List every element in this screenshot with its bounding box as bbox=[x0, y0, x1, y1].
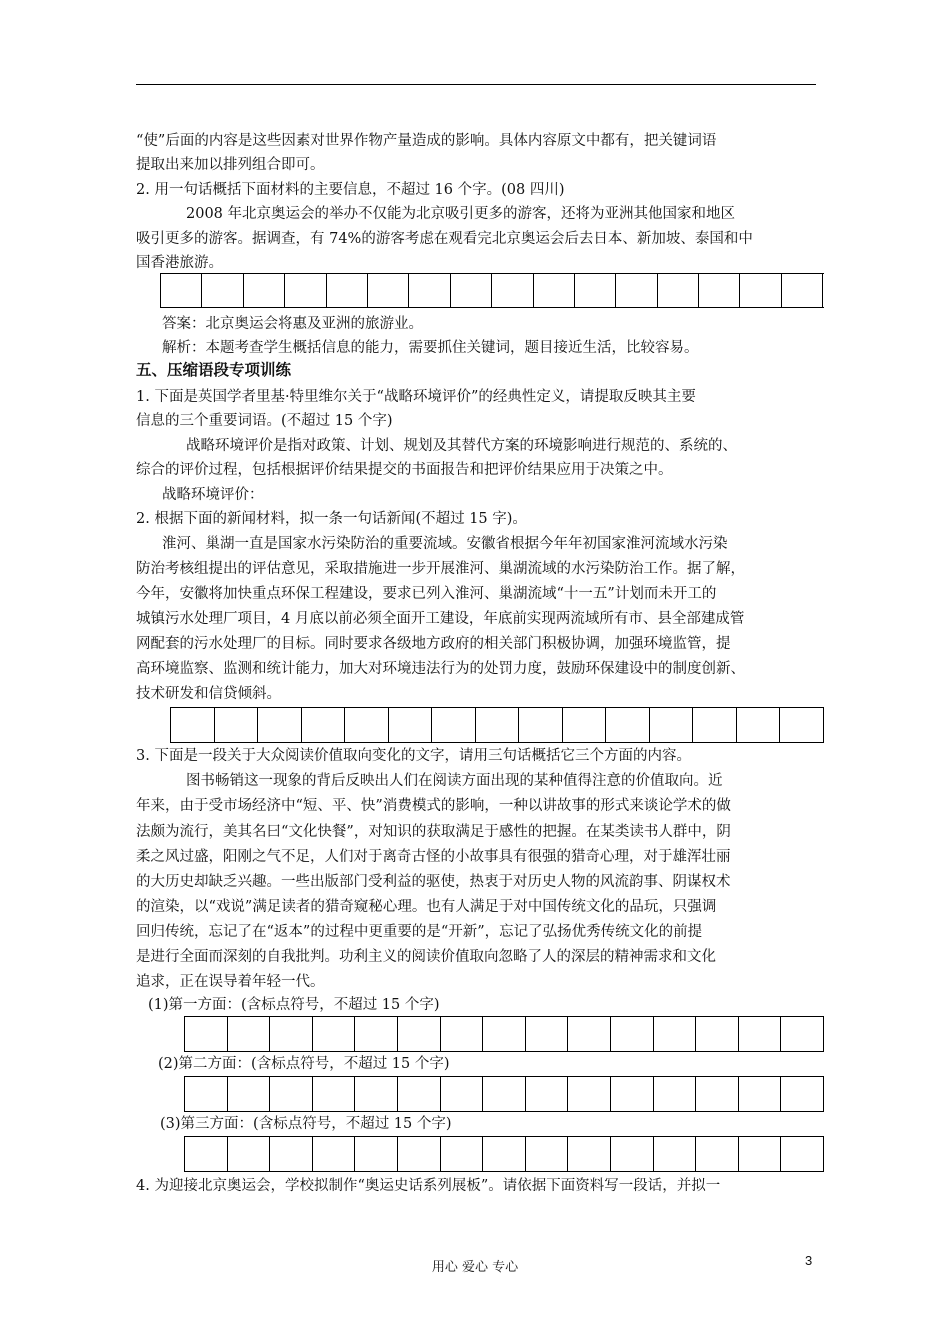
question-1-prompt: 1. 下面是英国学者里基·特里维尔关于“战略环境评价”的经典性定义，请提取反映其主要 bbox=[136, 389, 696, 405]
text-line: 国香港旅游。 bbox=[136, 255, 223, 271]
answer-text: 答案：北京奥运会将惠及亚洲的旅游业。 bbox=[162, 316, 423, 332]
answer-grid-part-1[interactable] bbox=[184, 1016, 824, 1052]
text-line: 是进行全面而深刻的自我批判。功利主义的阅读价值取向忽略了人的深层的精神需求和文化 bbox=[136, 949, 716, 965]
question-2-prompt: 2. 根据下面的新闻材料，拟一条一句话新闻(不超过 15 字)。 bbox=[136, 511, 527, 527]
analysis-text: 解析：本题考查学生概括信息的能力，需要抓住关键词，题目接近生活，比较容易。 bbox=[162, 340, 699, 356]
answer-grid-16[interactable] bbox=[160, 273, 824, 308]
text-line: 图书畅销这一现象的背后反映出人们在阅读方面出现的某种值得注意的价值取向。近 bbox=[186, 773, 723, 789]
footer-motto: 用心 爱心 专心 bbox=[431, 1260, 519, 1275]
text-line: 技术研发和信贷倾斜。 bbox=[136, 686, 281, 702]
text-line: 网配套的污水处理厂的目标。同时要求各级地方政府的相关部门积极协调，加强环境监管，提 bbox=[136, 636, 731, 652]
answer-grid-part-2[interactable] bbox=[184, 1076, 824, 1112]
header-rule bbox=[136, 84, 816, 85]
sub-question-3-label: (3)第三方面：(含标点符号，不超过 15 个字) bbox=[160, 1116, 452, 1132]
text-line: 的大历史却缺乏兴趣。一些出版部门受利益的驱使，热衷于对历史人物的风流韵事、阴谋权术 bbox=[136, 874, 731, 890]
text-line: 城镇污水处理厂项目，4 月底以前必须全面开工建设，年底前实现两流域所有市、县全部建成管 bbox=[136, 611, 745, 627]
section-heading: 五、压缩语段专项训练 bbox=[136, 361, 292, 379]
sub-question-2-label: (2)第二方面：(含标点符号，不超过 15 个字) bbox=[158, 1056, 450, 1072]
text-line: 追求，正在误导着年轻一代。 bbox=[136, 974, 325, 990]
answer-grid-15[interactable] bbox=[170, 707, 824, 743]
text-line: 战略环境评价是指对政策、计划、规划及其替代方案的环境影响进行规范的、系统的、 bbox=[186, 438, 737, 454]
text-line: 综合的评价过程，包括根据评价结果提交的书面报告和把评价结果应用于决策之中。 bbox=[136, 462, 673, 478]
page-number: 3 bbox=[805, 1253, 813, 1268]
text-line: 柔之风过盛，阳刚之气不足，人们对于离奇古怪的小故事具有很强的猎奇心理，对于雄浑壮丽 bbox=[136, 849, 731, 865]
text-line: 信息的三个重要词语。(不超过 15 个字) bbox=[136, 413, 393, 429]
text-line: 今年，安徽将加快重点环保工程建设，要求已列入淮河、巢湖流域“十一五”计划而未开工的 bbox=[136, 586, 717, 602]
text-line: 2008 年北京奥运会的举办不仅能为北京吸引更多的游客，还将为亚洲其他国家和地区 bbox=[186, 206, 736, 222]
text-line: 提取出来加以排列组合即可。 bbox=[136, 157, 325, 173]
text-line: 年来，由于受市场经济中“短、平、快”消费模式的影响，一种以讲故事的形式来谈论学术的做 bbox=[136, 798, 731, 814]
question-2-prompt: 2. 用一句话概括下面材料的主要信息，不超过 16 个字。(08 四川) bbox=[136, 182, 565, 198]
text-line: 高环境监察、监测和统计能力，加大对环境违法行为的处罚力度，鼓励环保建设中的制度创新、 bbox=[136, 661, 745, 677]
question-4-prompt: 4. 为迎接北京奥运会，学校拟制作“奥运史话系列展板”。请依据下面资料写一段话，并拟一 bbox=[136, 1178, 721, 1194]
text-line: 防治考核组提出的评估意见，采取措施进一步开展淮河、巢湖流域的水污染防治工作。据了解， bbox=[136, 561, 745, 577]
question-3-prompt: 3. 下面是一段关于大众阅读价值取向变化的文字，请用三句话概括它三个方面的内容。 bbox=[136, 748, 691, 764]
text-line: 吸引更多的游客。据调查，有 74%的游客考虑在观看完北京奥运会后去日本、新加坡、泰国和中 bbox=[136, 231, 753, 247]
text-line: 的渲染，以“戏说”满足读者的猎奇窥秘心理。也有人满足于对中国传统文化的品玩，只强调 bbox=[136, 899, 717, 915]
text-line: “使”后面的内容是这些因素对世界作物产量造成的影响。具体内容原文中都有，把关键词语 bbox=[136, 133, 717, 149]
text-line: 法颇为流行，美其名曰“文化快餐”，对知识的获取满足于感性的把握。在某类读书人群中，阴 bbox=[136, 824, 731, 840]
text-line: 回归传统，忘记了在“返本”的过程中更重要的是“开新”，忘记了弘扬优秀传统文化的前提 bbox=[136, 924, 703, 940]
text-line: 淮河、巢湖一直是国家水污染防治的重要流域。安徽省根据今年年初国家淮河流域水污染 bbox=[162, 536, 728, 552]
answer-grid-part-3[interactable] bbox=[184, 1136, 824, 1172]
sub-question-1-label: (1)第一方面：(含标点符号，不超过 15 个字) bbox=[148, 997, 440, 1013]
answer-label: 战略环境评价： bbox=[162, 487, 264, 503]
